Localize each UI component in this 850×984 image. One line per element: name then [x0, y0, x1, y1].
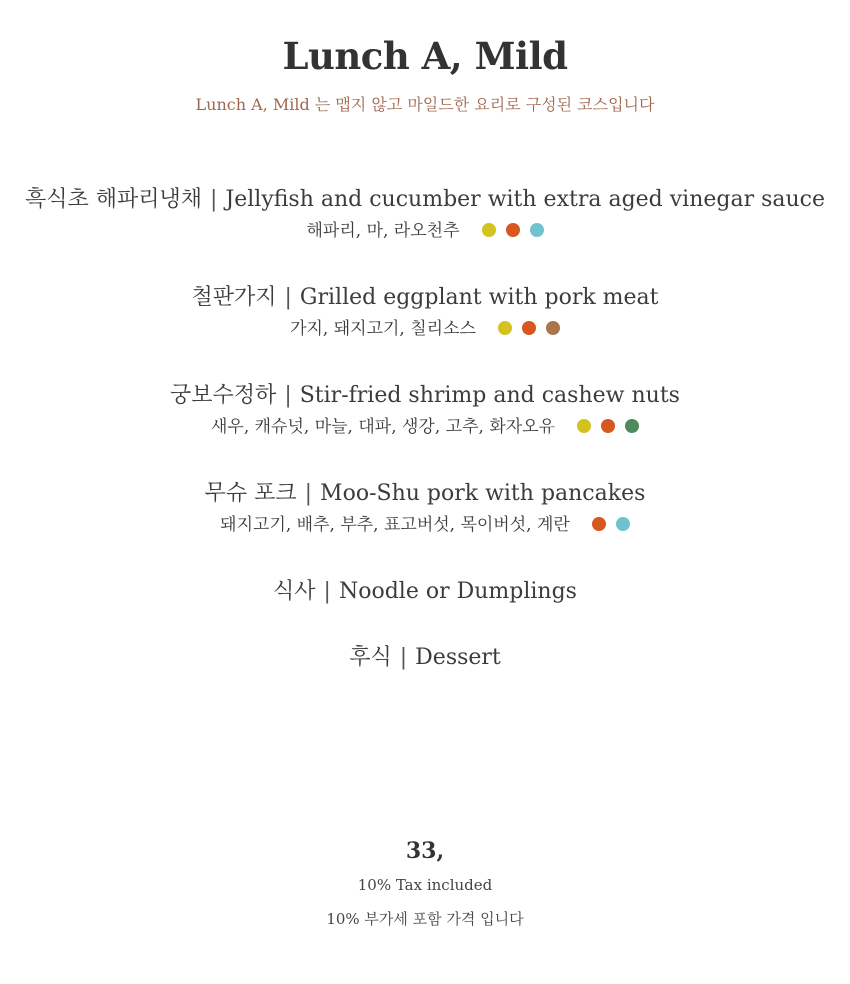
ingredient-dot	[530, 223, 544, 237]
tax-note-korean: 10% 부가세 포함 가격 입니다	[326, 910, 524, 928]
ingredient-dot	[522, 321, 536, 335]
course-name-korean: 무슈 포크	[204, 481, 297, 506]
ingredient-dot	[546, 321, 560, 335]
course-name-english: Grilled eggplant with pork meat	[299, 285, 659, 310]
tax-note-english: 10% Tax included	[357, 876, 493, 894]
course-name-english: Jellyfish and cucumber with extra aged vinegar sauce	[225, 187, 826, 212]
course-separator: |	[323, 579, 331, 604]
course-name-line	[0, 185, 850, 215]
course-name-english: Moo-Shu pork with pancakes	[320, 481, 646, 506]
course-name-korean: 식사	[273, 579, 316, 604]
course-separator: |	[284, 383, 292, 408]
ingredient-dots	[482, 217, 544, 243]
course-name-korean: 궁보수정하	[170, 383, 277, 408]
course-ingredients: 새우, 캐슈넛, 마늘, 대파, 생강, 고추, 화자오유	[210, 417, 556, 437]
course-price: 33,	[405, 838, 445, 864]
course-name-english: Stir-fried shrimp and cashew nuts	[299, 383, 680, 408]
course-ingredients: 가지, 돼지고기, 칠리소스	[290, 319, 476, 339]
course-ingredients: 해파리, 마, 라오천추	[306, 221, 460, 241]
ingredient-dot	[482, 223, 496, 237]
page-subtitle: Lunch A, Mild 는 맵지 않고 마일드한 요리로 구성된 코스입니다	[195, 95, 655, 114]
ingredient-dots	[498, 315, 560, 341]
ingredients-line	[0, 512, 850, 539]
ingredient-dots	[592, 511, 630, 537]
course-item	[0, 577, 850, 607]
course-name-english: Dessert	[415, 645, 501, 670]
course-name-english: Noodle or Dumplings	[338, 579, 577, 604]
page-title: Lunch A, Mild	[282, 34, 568, 78]
ingredient-dot	[592, 517, 606, 531]
course-name-korean: 철판가지	[191, 285, 277, 310]
course-ingredients: 돼지고기, 배추, 부추, 표고버섯, 목이버섯, 계란	[220, 515, 570, 535]
ingredient-dot	[625, 419, 639, 433]
course-item	[0, 479, 850, 539]
course-name-korean: 후식	[349, 645, 392, 670]
ingredient-dot	[498, 321, 512, 335]
course-separator: |	[399, 645, 408, 670]
ingredients-line	[0, 316, 850, 343]
course-name-line	[0, 643, 850, 673]
course-separator: |	[304, 481, 313, 506]
course-item	[0, 283, 850, 343]
course-separator: |	[209, 187, 218, 212]
course-item	[0, 381, 850, 441]
ingredients-line	[0, 414, 850, 441]
ingredient-dots	[577, 413, 639, 439]
course-separator: |	[284, 285, 292, 310]
course-name-line	[0, 577, 850, 607]
course-item	[0, 643, 850, 673]
ingredient-dot	[601, 419, 615, 433]
course-name-line	[0, 381, 850, 411]
course-name-line	[0, 283, 850, 313]
ingredients-line	[0, 218, 850, 245]
course-item	[0, 185, 850, 245]
course-name-korean: 흑식초 해파리냉채	[24, 187, 202, 212]
ingredient-dot	[506, 223, 520, 237]
ingredient-dot	[577, 419, 591, 433]
course-name-line	[0, 479, 850, 509]
ingredient-dot	[616, 517, 630, 531]
